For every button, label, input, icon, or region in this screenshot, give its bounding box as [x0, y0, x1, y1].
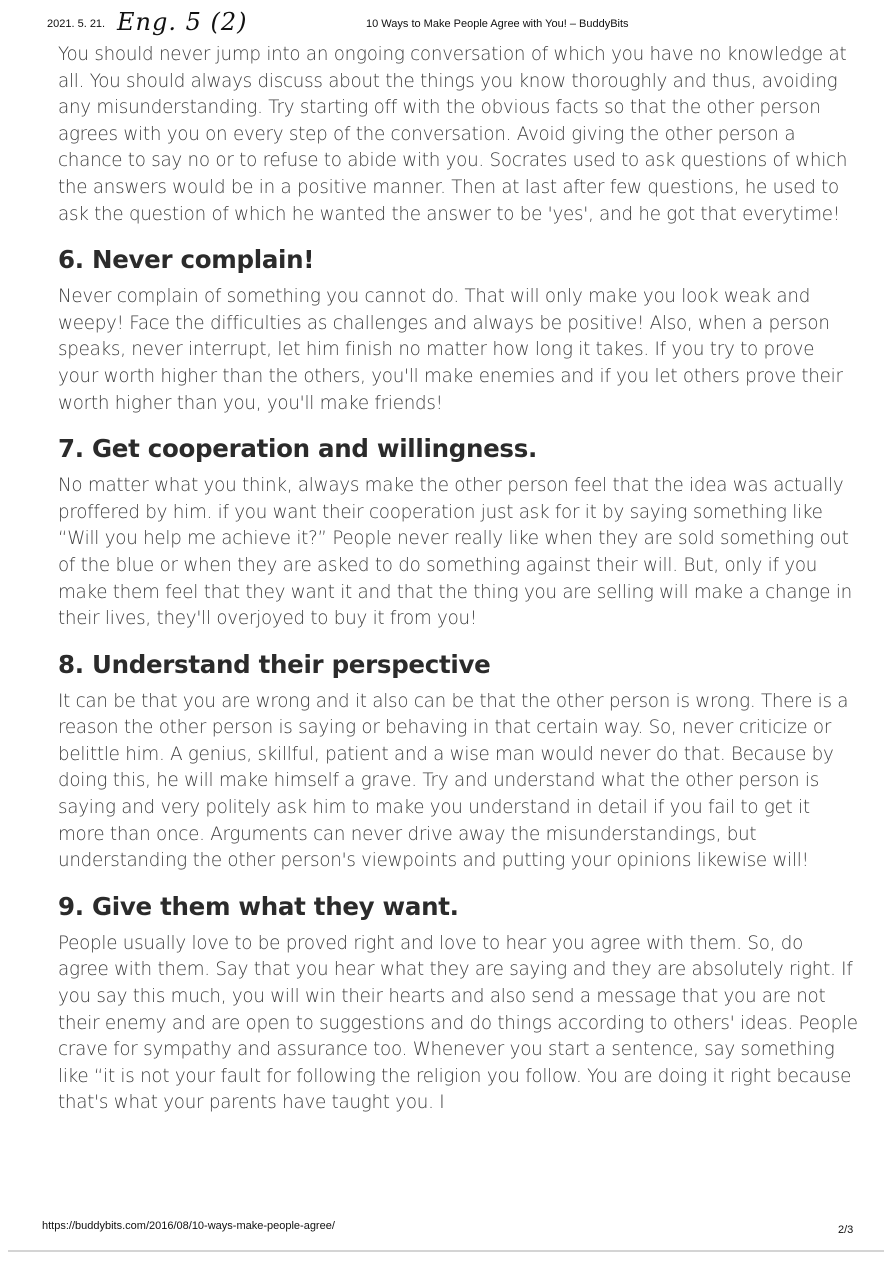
section-heading-8: 8. Understand their perspective	[58, 649, 491, 679]
handwritten-note: Eng. 5 (2)	[117, 8, 248, 36]
page-number: 2/3	[838, 1224, 854, 1236]
section-heading-6: 6. Never complain!	[58, 245, 315, 275]
section-heading-7: 7. Get cooperation and willingness.	[58, 434, 537, 464]
page-title: 10 Ways to Make People Agree with You! – BuddyBits	[366, 18, 629, 30]
scan-edge-divider	[8, 1250, 884, 1252]
page-header	[0, 8, 893, 38]
footer-url: https://buddybits.com/2016/08/10-ways-make-people-agree/	[42, 1220, 335, 1232]
section-body-9: People usually love to be proved right and love to hear you agree with them. So, do agree with them. Say that you hear what they are saying and they are absolutely right. If you say this much, you will win their hearts and also send a message that you are not their enemy and are open to suggestions and do things according to others' ideas. People crave for sympathy and assurance too. Whenever you start a sentence, say something like “it is not your fault for following the religion you follow. You are doing it right because that's what your parents have taught you. I	[58, 932, 858, 1114]
section-body-7: No matter what you think, always make the other person feel that the idea was actually proffered by him. if you want their cooperation just ask for it by saying something like “Will you help me achieve it?” People never really like when they are sold something out of the blue or when they are asked to do something against their will. But, only if you make them feel that they want it and that the thing you are selling will make a change in their lives, they'll overjoyed to buy it from you!	[58, 475, 852, 630]
article-content	[58, 42, 858, 1131]
section-body-8: It can be that you are wrong and it also can be that the other person is wrong. There is a reason the other person is saying or behaving in that certain way. So, never criticize or belittle him. A genius, skillful, patient and a wise man would never do that. Because by doing this, he will make himself a grave. Try and understand what the other person is saying and very politely ask him to make you understand in detail if you fail to get it more than once. Arguments can never drive away the misunderstandings, but understanding the other person's viewpoints and putting your opinions likewise will!	[58, 690, 849, 872]
intro-paragraph: You should never jump into an ongoing conversation of which you have no knowledge at all. You should always discuss about the things you know thoroughly and thus, avoiding any misunderstanding. Try starting off with the obvious facts so that the other person agrees with you on every step of the conversation. Avoid giving the other person a chance to say no or to refuse to abide with you. Socrates used to ask questions of which the answers would be in a positive manner. Then at last after few questions, he used to ask the question of which he wanted the answer to be 'yes', and he got that everytime!	[58, 44, 848, 225]
section-body-6: Never complain of something you cannot do. That will only make you look weak and weepy! Face the difficulties as challenges and always be positive! Also, when a person speaks, never interrupt, let him finish no matter how long it takes. If you try to prove your worth higher than the others, you'll make enemies and if you let others prove their worth higher than you, you'll make friends!	[58, 286, 843, 414]
section-heading-9: 9. Give them what they want.	[58, 891, 459, 921]
print-date: 2021. 5. 21.	[47, 18, 106, 30]
